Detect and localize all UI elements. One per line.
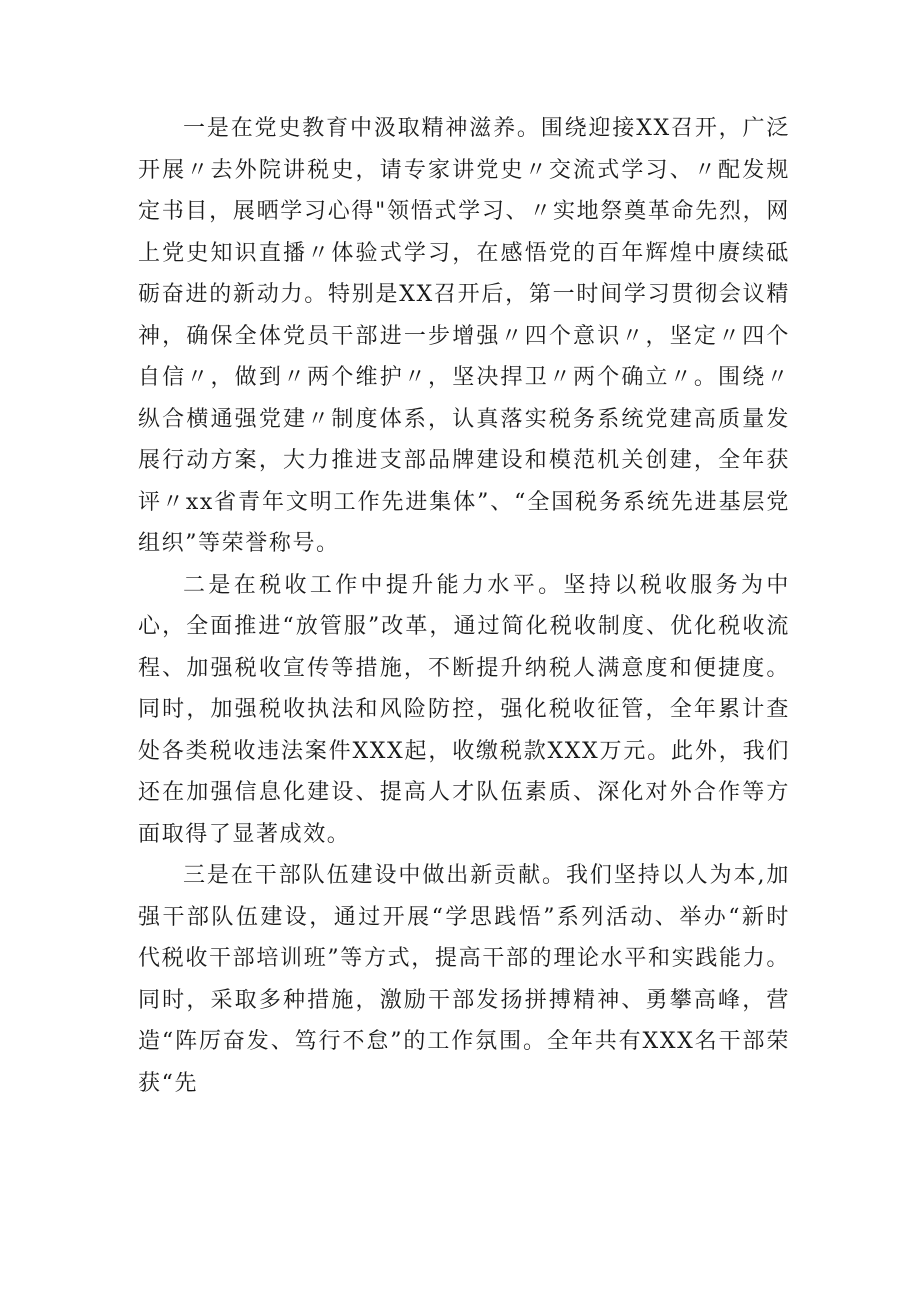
document-body (138, 108, 790, 1104)
paragraph-tax-work: 二是在税收工作中提升能力水平。坚持以税收服务为中心，全面推进“放管服”改革，通过简化税收制度、优化税收流程、加强税收宣传等措施，不断提升纳税人满意度和便捷度。同时，加强税收执法和风险防控，强化税收征管，全年累计查处各类税收违法案件XXX起，收缴税款XXX万元。此外，我们还在加强信息化建设、提高人才队伍素质、深化对外合作等方面取得了显著成效。 (138, 572, 790, 847)
paragraph-party-history: 一是在党史教育中汲取精神滋养。围绕迎接XX召开，广泛开展〃去外院讲税史，请专家讲党史〃交流式学习、〃配发规定书目，展晒学习心得"领悟式学习、〃实地祭奠革命先烈，网上党史知识直播〃体验式学习，在感悟党的百年辉煌中赓续砥砺奋进的新动力。特别是XX召开后，第一时间学习贯彻会议精神，确保全体党员干部进一步增强〃四个意识〃，坚定〃四个自信〃，做到〃两个维护〃，坚决捍卫〃两个确立〃。围绕〃纵合横通强党建〃制度体系，认真落实税务系统党建高质量发展行动方案，大力推进支部品牌建设和模范机关创建，全年获评〃xx省青年文明工作先进集体”、“全国税务系统先进基层党组织”等荣誉称号。 (138, 116, 790, 556)
paragraph-cadre-building: 三是在干部队伍建设中做出新贡献。我们坚持以人为本,加强干部队伍建设，通过开展“学思践悟”系列活动、举办“新时代税收干部培训班”等方式，提高干部的理论水平和实践能力。同时，采取多种措施，激励干部发扬拼搏精神、勇攀高峰，营造“阵厉奋发、笃行不怠”的工作氛围。全年共有XXX名干部荣获“先 (138, 863, 790, 1096)
